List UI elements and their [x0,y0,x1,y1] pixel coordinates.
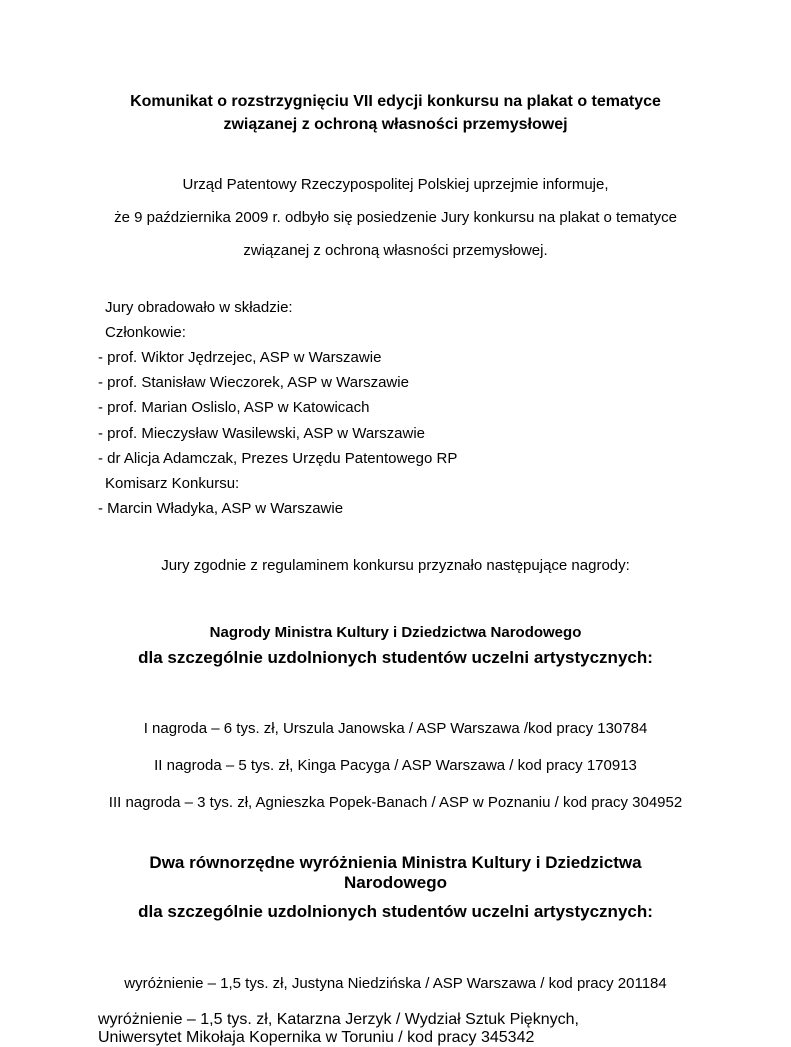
ministry-awards-list [98,720,693,812]
jury-commissioner: - Marcin Władyka, ASP w Warszawie [98,500,344,518]
distinction-item: wyróżnienie – 1,5 tys. zł, Justyna Niedzińska / ASP Warszawa / kod pracy 201184 [124,974,667,992]
ministry-awards-heading: Nagrody Ministra Kultury i Dziedzictwa Narodowego [209,624,582,642]
jury-member: - prof. Wiktor Jędrzejec, ASP w Warszawie [98,349,382,366]
jury-commissioner-label: Komisarz Konkursu: [105,474,240,492]
jury-member: - prof. Marian Oslislo, ASP w Katowicach [98,399,370,417]
jury-member: - prof. Mieczysław Wasilewski, ASP w Warszawie [98,424,426,442]
intro-line: że 9 października 2009 r. odbyło się posiedzenie Jury konkursu na plakat o tematyce [114,209,677,227]
distinctions-heading: Dwa równorzędne wyróżnienia Ministra Kultury i Dziedzictwa Narodowego [149,852,642,892]
distinctions-subheading: dla szczególnie uzdolnionych studentów uczelni artystycznych: [138,901,653,921]
ministry-awards-subheading: dla szczególnie uzdolnionych studentów uczelni artystycznych: [138,648,653,668]
distinction-item-line: Uniwersytet Mikołaja Kopernika w Toruniu / kod pracy 345342 [98,1028,535,1046]
jury-members-label: Członkowie: [105,323,186,341]
intro-line: związanej z ochroną własności przemysłowej. [243,241,548,259]
jury-member: - dr Alicja Adamczak, Prezes Urzędu Patentowego RP [98,449,458,467]
award-item-second-prize: II nagroda – 5 tys. zł, Kinga Pacyga / ASP Warszawa / kod pracy 170913 [154,757,637,775]
intro-paragraph [98,176,693,260]
distinctions-list [98,974,693,1047]
award-item-third-prize: III nagroda – 3 tys. zł, Agnieszka Popek-Banach / ASP w Poznaniu / kod pracy 304952 [108,793,683,811]
awards-intro: Jury zgodnie z regulaminem konkursu przyznało następujące nagrody: [161,557,630,575]
award-item-first-prize: I nagroda – 6 tys. zł, Urszula Janowska / ASP Warszawa /kod pracy 130784 [143,720,648,738]
distinction-item-line: wyróżnienie – 1,5 tys. zł, Katarzna Jerzyk / Wydział Sztuk Pięknych, [98,1010,579,1028]
jury-list [98,295,693,522]
jury-list-heading: Jury obradowało w składzie: [105,298,293,316]
intro-line: Urząd Patentowy Rzeczypospolitej Polskiej uprzejmie informuje, [182,176,609,194]
document-title: Komunikat o rozstrzygnięciu VII edycji konkursu na plakat o tematyce związanej z ochroną własności przemysłowej [130,93,661,134]
jury-member: - prof. Stanisław Wieczorek, ASP w Warszawie [98,374,409,392]
